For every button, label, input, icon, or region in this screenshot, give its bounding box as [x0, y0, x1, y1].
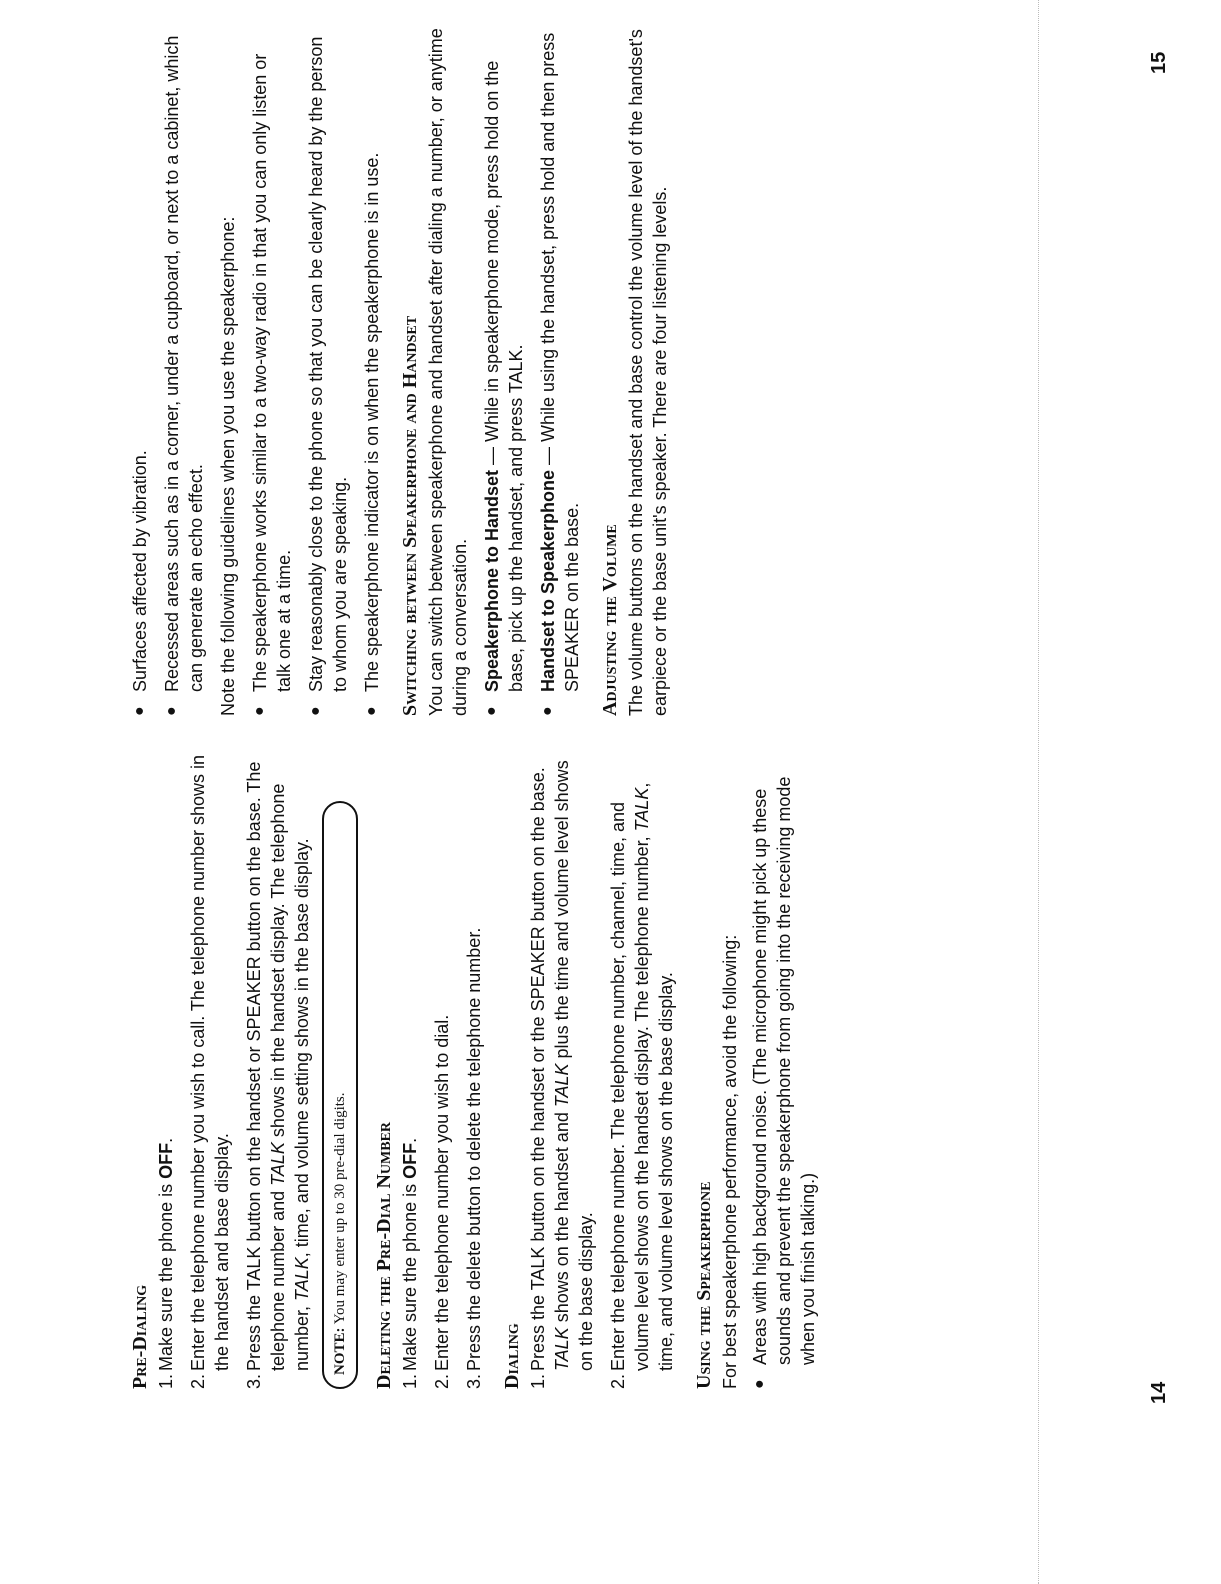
- bullet-handset-to-speaker: ● Handset to Speakerphone — While using the handset, press hold and then press SPEAKER on the base.: [538, 32, 582, 716]
- switching-heading: Switching between Speakerphone and Handset: [399, 315, 421, 716]
- note-label: NOTE:: [332, 1327, 348, 1375]
- bullet-vibration: ● Surfaces affected by vibration.: [130, 450, 150, 716]
- pre-dialing-step-1: 1. Make sure the phone is OFF.: [156, 1137, 176, 1389]
- switching-intro: You can switch between speakerphone and handset after dialing a number, or anytime during a conversation.: [426, 28, 470, 716]
- deleting-step-1: 1. Make sure the phone is OFF.: [400, 1137, 420, 1389]
- bullet-recessed: ● Recessed areas such as in a corner, under a cupboard, or next to a cabinet, which can generate an echo effect.: [162, 35, 206, 716]
- bullet-icon: ●: [483, 706, 500, 716]
- fold-line: [1038, 0, 1039, 1584]
- speakerphone-bullet: ● Areas with high background noise. (The microphone might pick up these sounds and prevent the speakerphone from going into the receiving mode when you finish talking.): [750, 776, 818, 1389]
- pre-dialing-heading: Pre-Dialing: [129, 1284, 151, 1389]
- dialing-step-2: 2. Enter the telephone number. The telephone number, channel, time, and volume level shows on the handset display. The telephone number, TALK, time, and volume level shows on the base display.: [608, 782, 676, 1389]
- deleting-heading: Deleting the Pre-Dial Number: [373, 1121, 395, 1389]
- bullet-indicator: ● The speakerphone indicator is on when the speakerphone is in use.: [362, 152, 382, 716]
- page-number-left: 14: [1148, 1381, 1170, 1404]
- note-box: [322, 801, 358, 1389]
- bullet-icon: ●: [539, 706, 556, 716]
- bullet-icon: ●: [751, 1379, 768, 1389]
- pre-dialing-step-2: 2. Enter the telephone number you wish to call. The telephone number shows in the handset and base display.: [188, 754, 232, 1389]
- dialing-step-1: 1. Press the TALK button on the handset or the SPEAKER button on the base. TALK shows on the handset and TALK plus the time and volume level shows on the base display.: [528, 760, 596, 1389]
- volume-heading: Adjusting the Volume: [599, 524, 621, 716]
- page-number-right: 15: [1148, 51, 1170, 74]
- speakerphone-intro: For best speakerphone performance, avoid the following:: [720, 934, 740, 1389]
- speakerphone-heading: Using the Speakerphone: [693, 1181, 715, 1389]
- bullet-icon: ●: [163, 706, 180, 716]
- deleting-step-2: 2. Enter the telephone number you wish to dial.: [432, 1014, 452, 1389]
- bullet-icon: ●: [363, 706, 380, 716]
- guidelines-intro: Note the following guidelines when you use the speakerphone:: [218, 216, 238, 716]
- note-text: You may enter up to 30 pre-dial digits.: [332, 1092, 348, 1328]
- bullet-icon: ●: [251, 706, 268, 716]
- right-page: [128, 26, 678, 716]
- bullet-icon: ●: [131, 706, 148, 716]
- bullet-stay-close: ● Stay reasonably close to the phone so that you can be clearly heard by the person to whom you are speaking.: [306, 36, 350, 716]
- left-page: [128, 749, 828, 1389]
- volume-text: The volume buttons on the handset and base control the volume level of the handset's earpiece or the base unit's speaker. There are four listening levels.: [626, 29, 670, 716]
- bullet-two-way: ● The speakerphone works similar to a two-way radio in that you can only listen or talk one at a time.: [250, 53, 294, 716]
- bullet-icon: ●: [307, 706, 324, 716]
- pre-dialing-step-3: 3. Press the TALK button on the handset or SPEAKER button on the base. The telephone number and TALK shows in the handset display. The telephone number, TALK, time, and volume setting shows in the base display.: [244, 761, 312, 1389]
- bullet-speaker-to-handset: ● Speakerphone to Handset — While in speakerphone mode, press hold on the base, pick up the handset, and press TALK.: [482, 60, 526, 716]
- dialing-heading: Dialing: [501, 1323, 523, 1389]
- deleting-step-3: 3. Press the delete button to delete the telephone number.: [464, 927, 484, 1389]
